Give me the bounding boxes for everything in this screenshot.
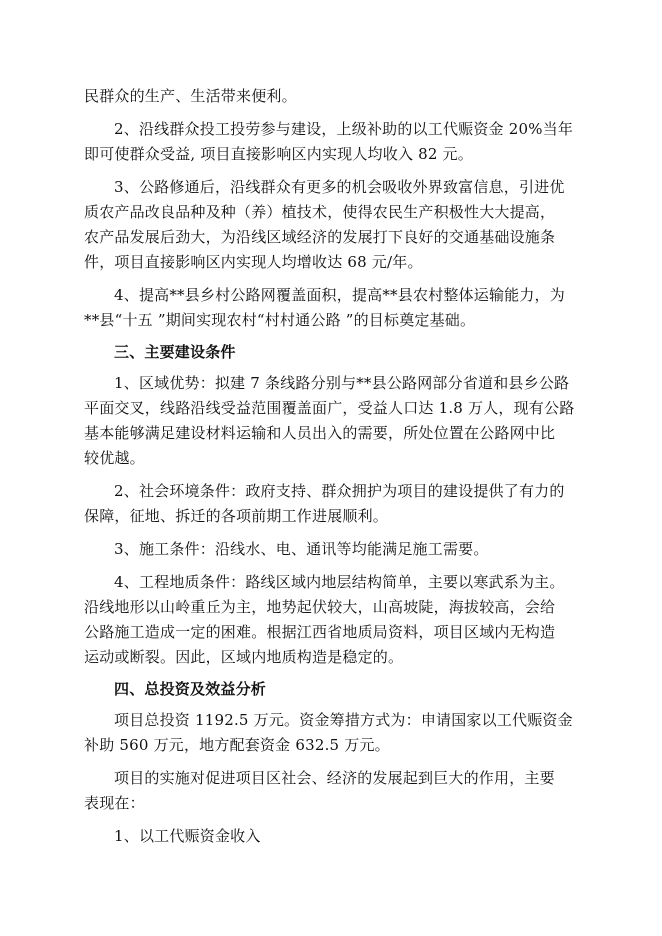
paragraph-line: 运动或断裂。因此，区域内地质构造是稳定的。: [84, 648, 404, 666]
paragraph-line: 平面交叉，线路沿线受益范围覆盖面广，受益人口达 1.8 万人，现有公路: [84, 399, 575, 417]
paragraph-line: 2、沿线群众投工投劳参与建设，上级补助的以工代赈资金 20%当年: [114, 120, 574, 138]
paragraph-line: 基本能够满足建设材料运输和人员出入的需要，所处位置在公路网中比: [84, 424, 556, 442]
paragraph-line: 2、社会环境条件：政府支持、群众拥护为项目的建设提供了有力的: [114, 482, 565, 500]
paragraph-line: 3、施工条件：沿线水、电、通讯等均能满足施工需要。: [114, 540, 489, 558]
paragraph-line: 表现在：: [84, 794, 145, 812]
paragraph-line: 农产品发展后劲大，为沿线区域经济的发展打下良好的交通基础设施条: [84, 228, 556, 246]
paragraph-line: 民群众的生产、生活带来便利。: [84, 87, 297, 105]
paragraph-line: 3、公路修通后，沿线群众有更多的机会吸收外界致富信息，引进优: [114, 178, 565, 196]
paragraph-line: **县“十五 ”期间实现农村“村村通公路 ”的目标奠定基础。: [84, 311, 476, 329]
section-heading: 四、总投资及效益分析: [114, 680, 267, 698]
paragraph-line: 4、提高**县乡村公路网覆盖面积，提高**县农村整体运输能力，为: [114, 286, 565, 304]
paragraph-line: 1、区域优势：拟建 7 条线路分别与**县公路网部分省道和县乡公路: [114, 374, 570, 392]
paragraph-line: 较优越。: [84, 449, 145, 467]
paragraph-line: 沿线地形以山岭重丘为主，地势起伏较大，山高坡陡，海拔较高，会给: [84, 598, 556, 616]
paragraph-line: 4、工程地质条件：路线区域内地层结构简单，主要以寒武系为主。: [114, 573, 565, 591]
paragraph-line: 保障，征地、拆迁的各项前期工作进展顺利。: [84, 507, 389, 525]
paragraph-line: 1、以工代赈资金收入: [114, 827, 261, 845]
paragraph-line: 补助 560 万元，地方配套资金 632.5 万元。: [84, 736, 390, 754]
section-heading: 三、主要建设条件: [114, 343, 236, 361]
paragraph-line: 件，项目直接影响区内实现人均增收达 68 元/年。: [84, 253, 423, 271]
paragraph-line: 质农产品改良品种及种（养）植技术，使得农民生产积极性大大提高，: [84, 203, 556, 221]
paragraph-line: 项目总投资 1192.5 万元。资金筹措方式为：申请国家以工代赈资金: [114, 711, 573, 729]
paragraph-line: 即可使群众受益, 项目直接影响区内实现人均收入 82 元。: [84, 145, 473, 163]
paragraph-line: 公路施工造成一定的困难。根据江西省地质局资料，项目区域内无构造: [84, 623, 556, 641]
paragraph-line: 项目的实施对促进项目区社会、经济的发展起到巨大的作用，主要: [114, 769, 555, 787]
